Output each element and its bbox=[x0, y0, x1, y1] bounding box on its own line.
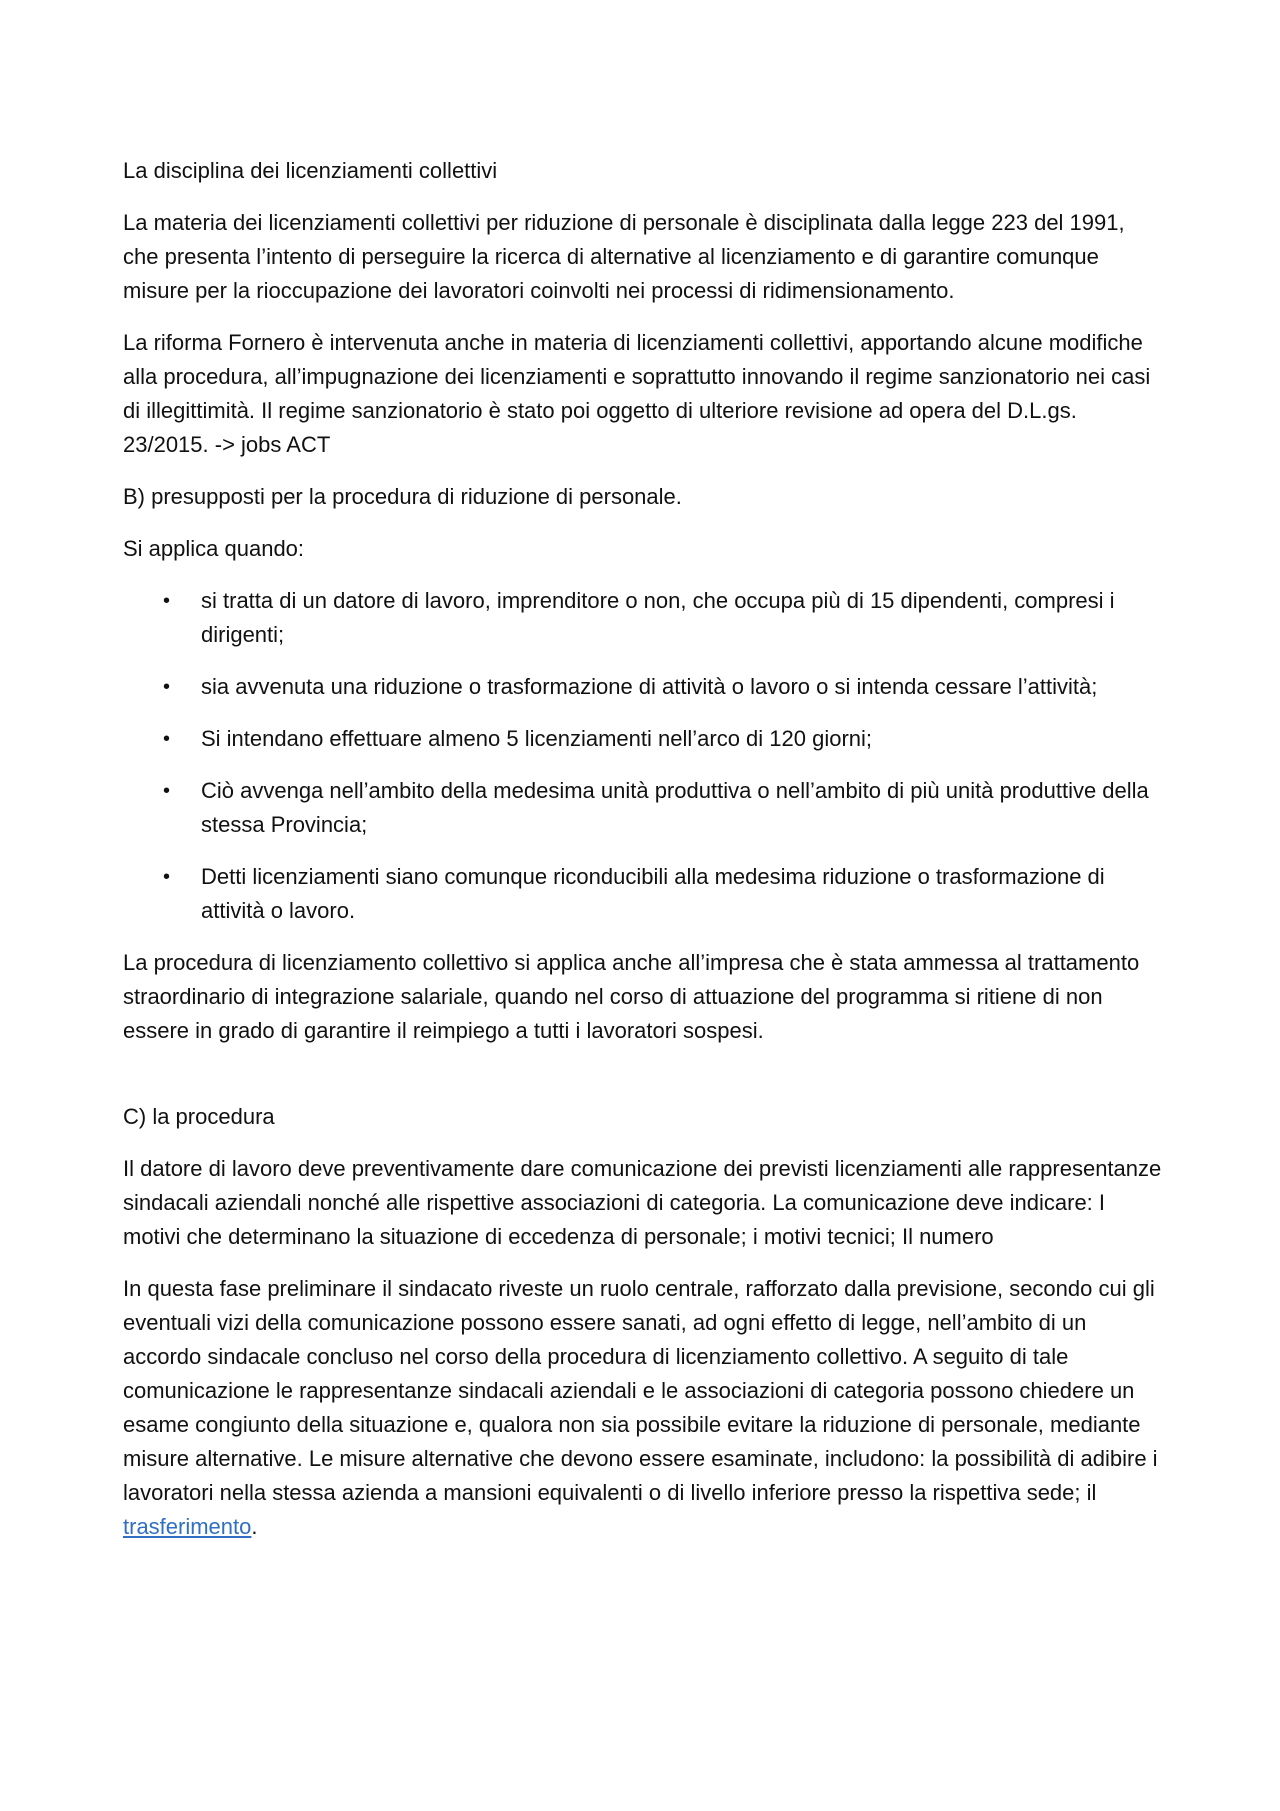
list-item bbox=[123, 722, 1162, 756]
list-item bbox=[123, 860, 1162, 928]
union-paragraph-text: In questa fase preliminare il sindacato riveste un ruolo centrale, rafforzato dalla previsione, secondo cui gli eventuali vizi della comunicazione possono essere sanati, ad ogni effetto di legge, nell’ambito di un accordo sindacale concluso nel corso della procedura di licenziamento collettivo. A seguito di tale comunicazione le rappresentanze sindacali aziendali e le associazioni di categoria possono chiedere un esame congiunto della situazione e, qualora non sia possibile evitare la riduzione di personale, mediante misure alternative. Le misure alternative che devono essere esaminate, includono: la possibilità di adibire i lavoratori nella stessa azienda a mansioni equivalenti o di livello inferiore presso la rispettiva sede; il bbox=[123, 1276, 1158, 1505]
trasferimento-link[interactable]: trasferimento bbox=[123, 1514, 252, 1539]
union-paragraph bbox=[123, 1272, 1162, 1544]
section-b-heading: B) presupposti per la procedura di riduzione di personale. bbox=[123, 484, 682, 509]
list-item bbox=[123, 584, 1162, 652]
list-item bbox=[123, 774, 1162, 842]
procedure-extension-paragraph: La procedura di licenziamento collettivo si applica anche all’impresa che è stata ammessa al trattamento straordinario di integrazione salariale, quando nel corso di attuazione del programma si ritiene di non essere in grado di garantire il reimpiego a tutti i lavoratori sospesi. bbox=[123, 950, 1140, 1043]
list-item bbox=[123, 670, 1162, 704]
applies-when-label: Si applica quando: bbox=[123, 536, 305, 561]
list-item-text: si tratta di un datore di lavoro, imprenditore o non, che occupa più di 15 dipendenti, compresi i dirigenti; bbox=[201, 588, 1115, 647]
bullet-icon: • bbox=[163, 780, 171, 802]
blank-line bbox=[123, 1066, 1162, 1100]
document-body bbox=[123, 154, 1162, 1544]
intro-paragraph: La materia dei licenziamenti collettivi per riduzione di personale è disciplinata dalla legge 223 del 1991, che presenta l’intento di perseguire la ricerca di alternative al licenziamento e di garantire comunque misure per la rioccupazione dei lavoratori coinvolti nei processi di ridimensionamento. bbox=[123, 210, 1125, 303]
bullet-icon: • bbox=[163, 676, 171, 698]
list-item-text: Detti licenziamenti siano comunque riconducibili alla medesima riduzione o trasformazione di attività o lavoro. bbox=[201, 864, 1105, 923]
list-item-text: Si intendano effettuare almeno 5 licenziamenti nell’arco di 120 giorni; bbox=[201, 726, 873, 751]
bullet-icon: • bbox=[163, 590, 171, 612]
bullet-icon: • bbox=[163, 866, 171, 888]
communication-paragraph: Il datore di lavoro deve preventivamente dare comunicazione dei previsti licenziamenti alle rappresentanze sindacali aziendali nonché alle rispettive associazioni di categoria. La comunicazione deve indicare: I motivi che determinano la situazione di eccedenza di personale; i motivi tecnici; Il numero bbox=[123, 1156, 1162, 1249]
list-item-text: Ciò avvenga nell’ambito della medesima unità produttiva o nell’ambito di più unità produttive della stessa Provincia; bbox=[201, 778, 1149, 837]
conditions-list bbox=[123, 584, 1162, 928]
section-c-heading: C) la procedura bbox=[123, 1104, 275, 1129]
list-item-text: sia avvenuta una riduzione o trasformazione di attività o lavoro o si intenda cessare l’attività; bbox=[201, 674, 1098, 699]
document-title: La disciplina dei licenziamenti collettivi bbox=[123, 158, 498, 183]
union-paragraph-end: . bbox=[251, 1514, 258, 1539]
reform-paragraph: La riforma Fornero è intervenuta anche in materia di licenziamenti collettivi, apportando alcune modifiche alla procedura, all’impugnazione dei licenziamenti e soprattutto innovando il regime sanzionatorio nei casi di illegittimità. Il regime sanzionatorio è stato poi oggetto di ulteriore revisione ad opera del D.L.gs. 23/2015. -> jobs ACT bbox=[123, 330, 1151, 457]
bullet-icon: • bbox=[163, 728, 171, 750]
